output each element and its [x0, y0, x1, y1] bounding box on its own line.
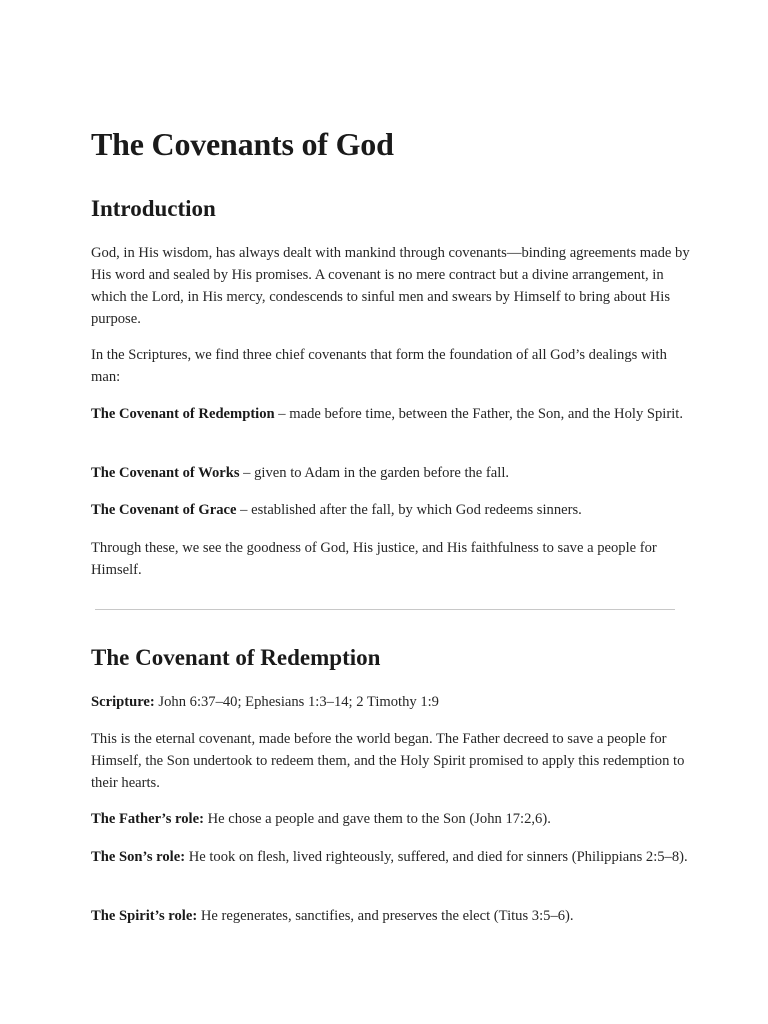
covenant-term: The Covenant of Redemption: [91, 406, 275, 422]
scripture-label: Scripture:: [91, 694, 155, 710]
scripture-reference: [91, 691, 691, 713]
document-title: The Covenants of God: [91, 126, 394, 162]
role-text: He regenerates, sanctifies, and preserves the elect (Titus 3:5–6).: [197, 908, 574, 924]
scripture-text: John 6:37–40; Ephesians 1:3–14; 2 Timothy 1:9: [154, 694, 439, 710]
role-father: [91, 808, 691, 830]
role-label: The Spirit’s role:: [91, 908, 198, 924]
redemption-heading: The Covenant of Redemption: [91, 645, 381, 670]
covenant-description: – given to Adam in the garden before the fall.: [239, 465, 510, 481]
role-text: He chose a people and gave them to the Son (John 17:2,6).: [203, 811, 551, 827]
section-divider: [95, 609, 675, 610]
redemption-paragraph: This is the eternal covenant, made before the world began. The Father decreed to save a people for Himself, the Son undertook to redeem them, and the Holy Spirit promised to apply this redemption to their hearts.: [91, 731, 685, 791]
covenant-list-item-works: [91, 462, 691, 484]
role-text: He took on flesh, lived righteously, suffered, and died for sinners (Philippians 2:5–8).: [185, 849, 688, 865]
covenant-description: – established after the fall, by which God redeems sinners.: [236, 502, 582, 518]
role-spirit: [91, 905, 691, 927]
covenant-description: – made before time, between the Father, the Son, and the Holy Spirit.: [274, 406, 683, 422]
role-son: [91, 846, 691, 868]
role-label: The Father’s role:: [91, 811, 204, 827]
covenant-list-item-redemption: [91, 403, 691, 425]
introduction-heading: Introduction: [91, 196, 216, 221]
covenant-term: The Covenant of Grace: [91, 502, 237, 518]
covenant-list-item-grace: [91, 499, 691, 521]
introduction-closing-paragraph: Through these, we see the goodness of God, His justice, and His faithfulness to save a people for Himself.: [91, 540, 657, 578]
introduction-paragraph-1: God, in His wisdom, has always dealt with mankind through covenants—binding agreements made by His word and sealed by His promises. A covenant is no mere contract but a divine arrangement, in which the Lord, in His mercy, condescends to sinful men and swears by Himself to bring about His purpose.: [91, 245, 690, 327]
covenant-term: The Covenant of Works: [91, 465, 240, 481]
role-label: The Son’s role:: [91, 849, 186, 865]
introduction-paragraph-2: In the Scriptures, we find three chief covenants that form the foundation of all God’s dealings with man:: [91, 347, 667, 385]
